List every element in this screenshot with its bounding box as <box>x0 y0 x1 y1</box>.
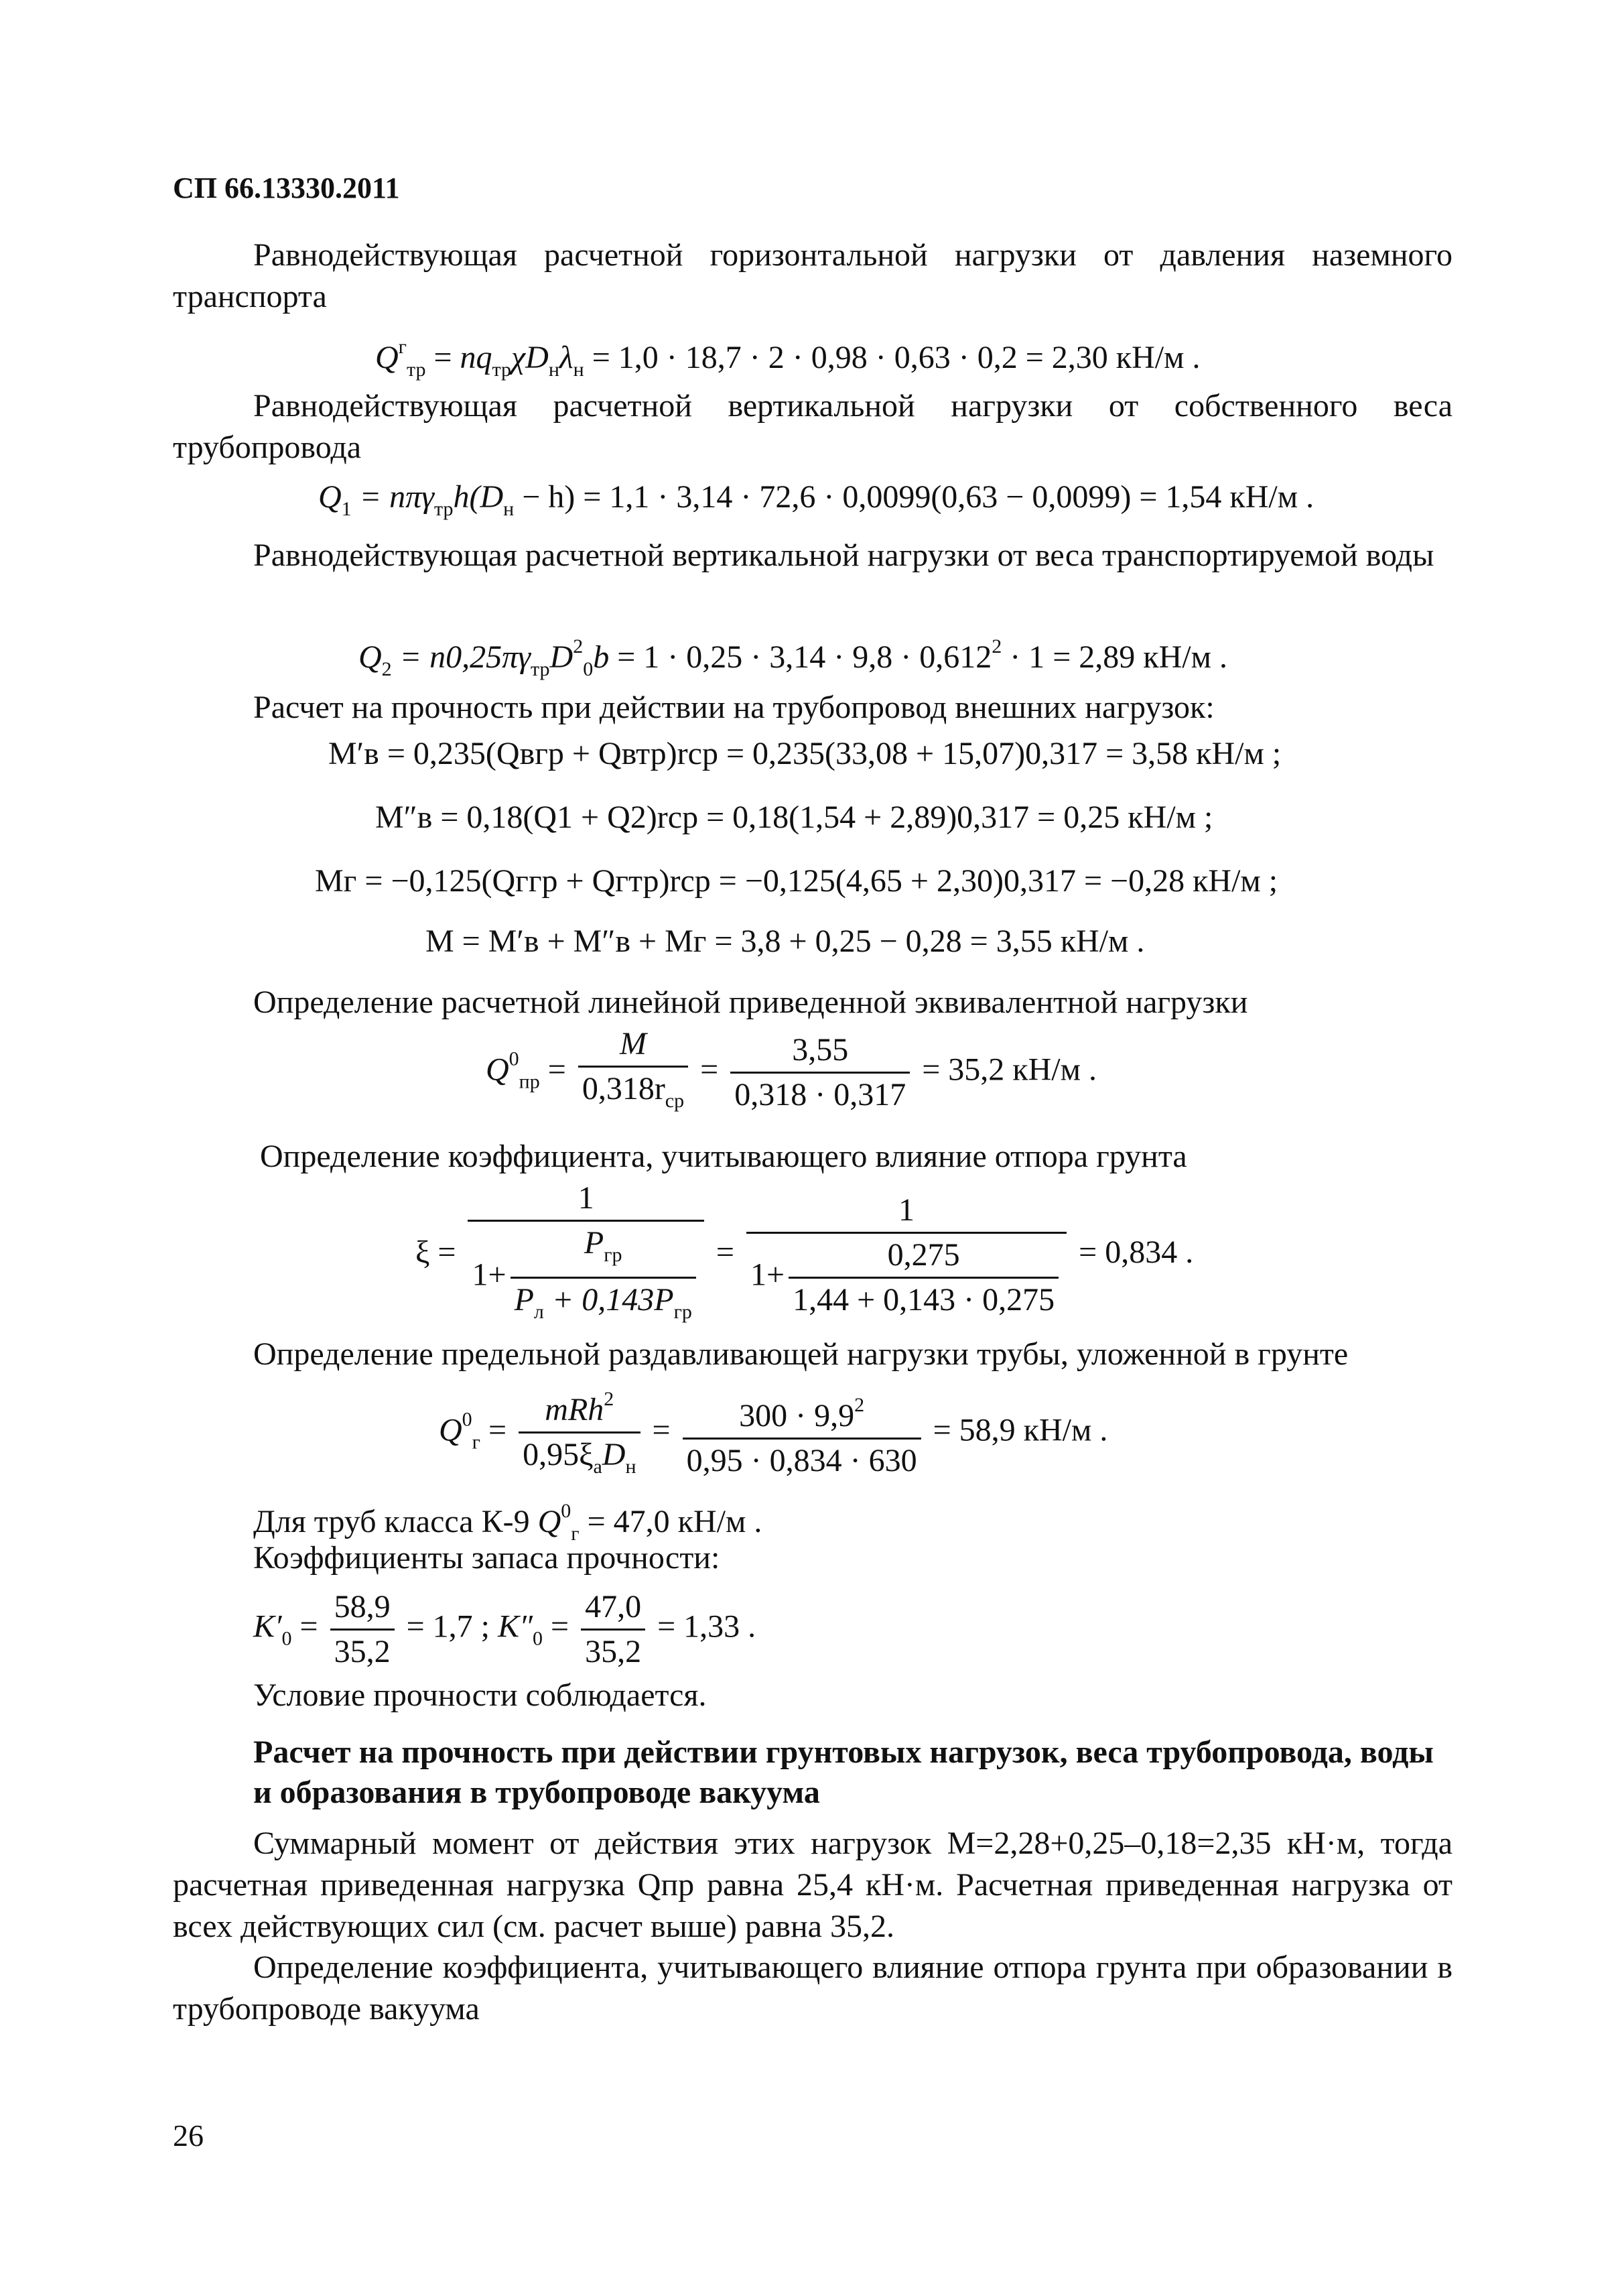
paragraph-safety-factors: Коэффициенты запаса прочности: <box>253 1540 720 1576</box>
fraction-k1: $\frac{58,9}{35,2}$ <box>330 1588 395 1671</box>
fraction-k2: $\frac{47,0}{35,2}$ <box>581 1588 645 1671</box>
paragraph-water-weight: Равнодействующая расчетной вертикальной нагрузки от веса транспортируемой воды <box>253 537 1434 573</box>
paragraph-strength-condition: Условие прочности соблюдается. <box>253 1677 707 1713</box>
paragraph-own-weight: Равнодействующая расчетной вертикальной нагрузки от собственного веса трубопровода <box>173 388 1452 465</box>
fraction-crushing-symbolic: $\frac{mRh^2}{0,95\xi_аD_н}$ <box>519 1381 640 1486</box>
paragraph-equivalent-load: Определение расчетной линейной приведенной эквивалентной нагрузки <box>253 984 1248 1020</box>
equation-soil-resistance: ξ = 1 1+ $\frac{P_{гр}}{P_л + 0,143P_{гр}}$ = 1 1+ $\frac{0,275}{1,44 + 0,143 \cdot 0,275}$ = 0,834 . <box>415 1179 1193 1331</box>
paragraph-horizontal-load: Равнодействующая расчетной горизонтальной нагрузки от давления наземного транспорта <box>173 237 1452 314</box>
document-code: СП 66.13330.2011 <box>173 172 400 204</box>
equation-moment-vertical-1: M′в = 0,235(Qвгр + Qвтр)rср = 0,235(33,08 + 15,07)0,317 = 3,58 кН/м ; <box>328 736 1282 771</box>
fraction-xi-symbolic: 1 1+ $\frac{P_{гр}}{P_л + 0,143P_{гр}}$ <box>468 1179 703 1331</box>
equation-total-moment: M = M′в + M″в + Mг = 3,8 + 0,25 − 0,28 = 3,55 кН/м . <box>425 923 1145 959</box>
equation-horizontal-load: $Q^г_{тр} = nq_{тр}\chi D_н\lambda_н = 1,0 \cdot 18,7 \cdot 2 \cdot 0,98 \cdot 0,63 \cdot 0,2 = 2,30$ кН/м . <box>375 336 1201 381</box>
paragraph-vacuum-coefficient: Определение коэффициента, учитывающего влияние отпора грунта при образовании в трубопроводе вакуума <box>173 1950 1452 2027</box>
fraction-xi-numeric: 1 1+ $\frac{0,275}{1,44 + 0,143 \cdot 0,275}$ <box>746 1192 1067 1319</box>
fraction-crushing-numeric: $\frac{300 \cdot 9,9^2}{0,95 \cdot 0,834 \cdot 630}$ <box>683 1387 921 1480</box>
equation-safety-factors: $K'_0$ = $\frac{58,9}{35,2}$ = 1,7 ; $K''_0$ = $\frac{47,0}{35,2}$ = 1,33 . <box>253 1589 756 1669</box>
paragraph-crushing-load: Определение предельной раздавливающей нагрузки трубы, уложенной в грунте <box>253 1336 1349 1372</box>
fraction-moment: $\frac{M}{0,318r_{ср}}$ <box>578 1025 688 1120</box>
page-number: 26 <box>173 2118 204 2153</box>
equation-moment-horizontal: Mг = −0,125(Qггр + Qгтр)rср = −0,125(4,65 + 2,30)0,317 = −0,28 кН/м ; <box>315 863 1278 899</box>
equation-water-weight: $Q_2 = n0,25\pi\gamma_{тр}D^2_0b = 1 \cdot 0,25 \cdot 3,14 \cdot 9,8 \cdot 0,612^2 \cdot 1 = 2,89$ кН/м . <box>358 635 1227 680</box>
paragraph-soil-resistance: Определение коэффициента, учитывающего влияние отпора грунта <box>260 1139 1187 1174</box>
paragraph-total-moment: Суммарный момент от действия этих нагрузок M=2,28+0,25–0,18=2,35 кН·м, тогда расчетная приведенная нагрузка Qпр равна 25,4 кН·м. Расчетная приведенная нагрузка от всех действующих сил (см. расчет выше) равна 35,2. <box>173 1826 1452 1944</box>
section-heading: Расчет на прочность при действии грунтовых нагрузок, веса трубопровода, воды и образования в трубопроводе вакуума <box>253 1734 1434 1810</box>
paragraph-external-loads: Расчет на прочность при действии на трубопровод внешних нагрузок: <box>253 690 1215 725</box>
equation-crushing-load: $Q^0_г$ = $\frac{mRh^2}{0,95\xi_аD_н}$ = $\frac{300 \cdot 9,9^2}{0,95 \cdot 0,834 \cdot 630}$ = 58,9 кН/м . <box>439 1381 1107 1486</box>
paragraph-k9-class: Для труб класса К-9 $Q^0_г = 47,0$ кН/м . <box>253 1500 762 1545</box>
fraction-numeric: $\frac{3,55}{0,318 \cdot 0,317}$ <box>730 1031 910 1114</box>
equation-equivalent-load: $Q^0_{пр}$ = $\frac{M}{0,318r_{ср}}$ = $\frac{3,55}{0,318 \cdot 0,317}$ = 35,2 кН/м . <box>486 1025 1097 1120</box>
equation-moment-vertical-2: M″в = 0,18(Q1 + Q2)rср = 0,18(1,54 + 2,89)0,317 = 0,25 кН/м ; <box>375 800 1213 835</box>
equation-own-weight: $Q_1 = n\pi\gamma_{тр}h(D_н - h) = 1,1 \cdot 3,14 \cdot 72,6 \cdot 0,0099(0,63 - 0,0099) = 1,54$ кН/м . <box>318 479 1314 520</box>
